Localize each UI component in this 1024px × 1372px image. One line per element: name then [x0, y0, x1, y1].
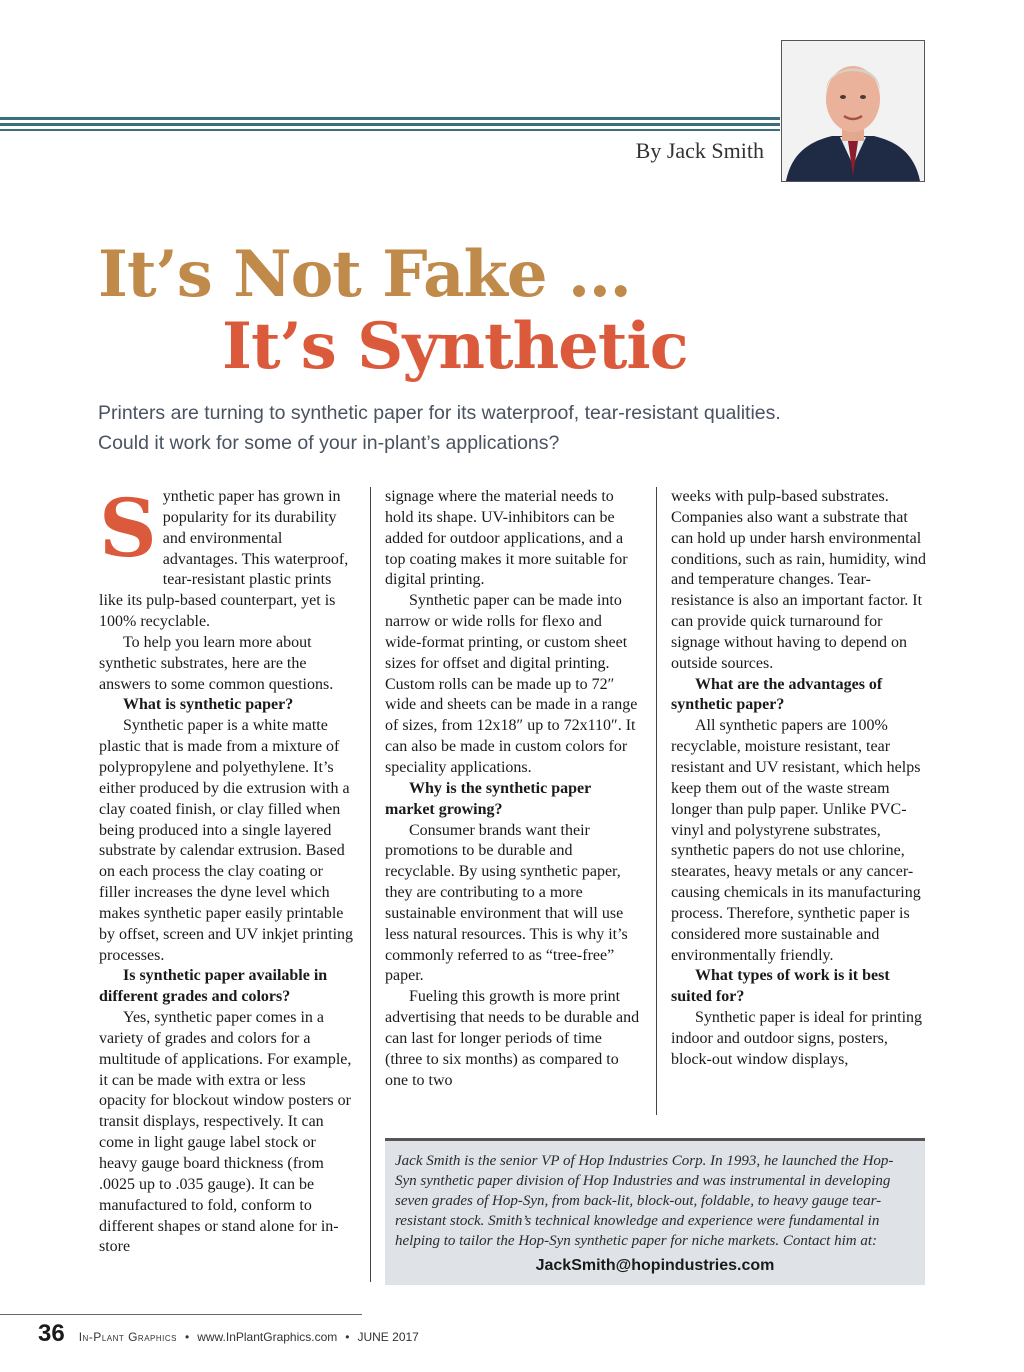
paragraph: Synthetic paper is a white matte plastic that is made from a mixture of polypropylene and polyethylene. It’s either produced by die extrusion with a clay coated finish, or clay filled when being produced into a single layered substrate by calendar extrusion. Based on each process the clay coating or filler increases the dyne level which makes synthetic paper easily printable by offset, screen and UV inkjet printing processes. [99, 717, 354, 964]
footer-separator: • [345, 1330, 350, 1344]
article-column-1 [99, 481, 355, 1258]
issue-date: JUNE 2017 [357, 1330, 419, 1344]
paragraph: All synthetic papers are 100% recyclable, moisture resistant, tear resistant and UV resistant, which helps keep them out of the waste stream longer than pulp paper. Unlike PVC-vinyl and polystyrene substrates, synthetic papers do not use chlorine, stearates, heavy metals or any cancer-causing chemicals in its manufacturing process. Therefore, synthetic paper is considered more sustainable and environmentally friendly. [671, 717, 921, 964]
paragraph: Fueling this growth is more print advertising that needs to be durable and can last for longer periods of time (three to six months) as compared to one to two [385, 988, 640, 1089]
paragraph: To help you learn more about synthetic substrates, here are the answers to some common questions. [99, 633, 334, 693]
column-divider [656, 487, 657, 1115]
paragraph: Consumer brands want their promotions to be durable and recyclable. By using synthetic paper, they are contributing to a more sustainable environment that will use less natural resources. This is why it’s commonly referred to as “tree-free” paper. [385, 821, 628, 985]
paragraph: Yes, synthetic paper comes in a variety of grades and colors for a multitude of applications. For example, it can be made with extra or less opacity for blockout window posters or transit displays, respectively. It can come in light gauge label stock or heavy gauge board thickness (from .0025 up to .035 gauge). It can be manufactured to fold, conform to different shapes or stand alone for in-store [99, 1009, 352, 1256]
drop-cap: S [99, 481, 157, 575]
byline: By Jack Smith [635, 138, 764, 163]
question-heading: What types of work is it best suited for? [671, 967, 890, 1006]
question-heading: Why is the synthetic paper market growing? [385, 779, 591, 818]
author-email-link[interactable]: JackSmith@hopindustries.com [535, 1257, 775, 1274]
author-portrait-image [782, 41, 924, 181]
article-column-2 [385, 487, 641, 1091]
question-heading: Is synthetic paper available in different grades and colors? [99, 967, 328, 1006]
paragraph: signage where the material needs to hold its shape. UV-inhibitors can be added for outdoor applications, and a top coating makes it more suitable for digital printing. [385, 488, 628, 589]
question-heading: What is synthetic paper? [123, 696, 294, 714]
paragraph: Synthetic paper is ideal for printing indoor and outdoor signs, posters, block-out window displays, [671, 1009, 923, 1068]
footer-rule [0, 1314, 362, 1315]
page-footer [38, 1320, 419, 1348]
author-bio-box [385, 1138, 925, 1285]
author-photo [781, 40, 925, 182]
deck-line: Could it work for some of your in-plant’s applications? [98, 432, 560, 454]
headline-line-1: It’s Not Fake … [98, 237, 631, 312]
column-divider [370, 487, 371, 1282]
publication-name: In-Plant Graphics [78, 1330, 177, 1344]
headline-line-2: It’s Synthetic [222, 309, 688, 384]
paragraph: Synthetic paper can be made into narrow or wide rolls for flexo and wide-format printing, or custom sheet sizes for offset and digital printing. Custom rolls can be made up to 72″ wide and sheets can be made in a range of sizes, from 12x18″ up to 72x110″. It can also be made in custom colors for speciality applications. [385, 592, 638, 776]
header-rule [0, 129, 780, 131]
header-rule [0, 123, 780, 126]
author-bio: Jack Smith is the senior VP of Hop Industries Corp. In 1993, he launched the Hop-Syn synthetic paper division of Hop Industries and was instrumental in developing seven grades of Hop-Syn, from back-lit, block-out, foldable, to heavy gauge tear-resistant stock. Smith’s technical knowledge and experience were fundamental in helping to tailor the Hop-Syn synthetic paper for niche markets. Contact him at: [395, 1153, 894, 1249]
article-column-3 [671, 487, 927, 1071]
article-deck [98, 398, 928, 458]
paragraph: ynthetic paper has grown in popularity for its durability and environmental advantages. This waterproof, tear-resistant plastic prints like its pulp-based counterpart, yet is 100% recyclable. [99, 488, 349, 631]
footer-separator: • [185, 1330, 190, 1344]
header-rule [0, 117, 780, 120]
deck-line: Printers are turning to synthetic paper for its waterproof, tear-resistant qualities. [98, 402, 781, 424]
footer-url-link[interactable]: www.InPlantGraphics.com [197, 1330, 338, 1344]
question-heading: What are the advantages of synthetic paper? [671, 675, 883, 714]
page-number: 36 [38, 1320, 65, 1347]
paragraph: weeks with pulp-based substrates. Companies also want a substrate that can hold up under harsh environmental conditions, such as rain, humidity, wind and temperature changes. Tear-resistance is also an important factor. It can provide quick turnaround for signage without having to depend on outside sources. [671, 488, 926, 672]
